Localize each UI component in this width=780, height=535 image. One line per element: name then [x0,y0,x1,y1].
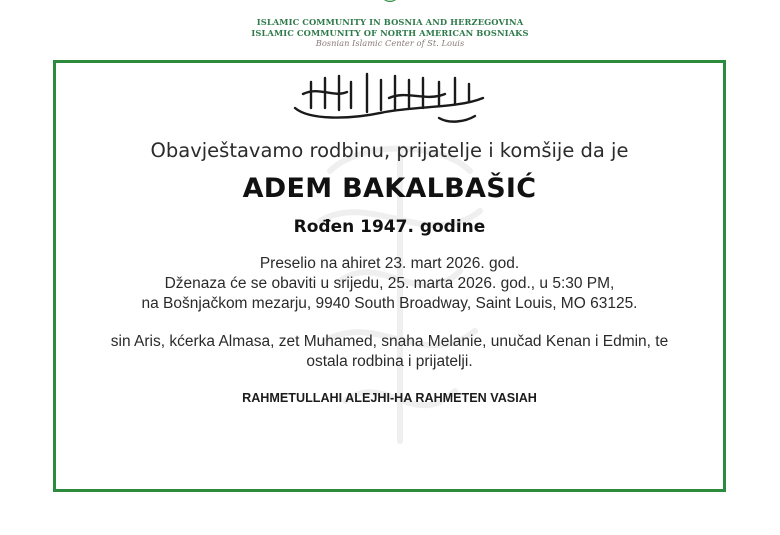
family-line-1: sin Aris, kćerka Almasa, zet Muhamed, snaha Melanie, unučad Kenan i Edmin, te [110,333,669,350]
birth-year: Rođen 1947. godine [293,217,486,237]
closing-prayer: RAHMETULLAHI ALEJHI-HA RAHMETEN VASIAH [242,391,537,405]
intro-text: Obavještavamo rodbinu, prijatelje i komšije da je [150,139,629,162]
death-date: Preselio na ahiret 23. mart 2026. god. [259,255,520,272]
funeral-time: Dženaza će se obaviti u srijedu, 25. marta 2026. god., u 5:30 PM, [164,275,615,292]
page-header [0,0,780,50]
obituary-card [53,60,726,492]
funeral-location: na Bošnjačkom mezarju, 9940 South Broadway, Saint Louis, MO 63125. [141,295,638,312]
org-name-north-america: ISLAMIC COMMUNITY OF NORTH AMERICAN BOSNIAKS [251,28,529,38]
family-line-2: ostala rodbina i prijatelji. [306,353,473,370]
bismillah-calligraphy-icon [289,68,489,126]
crescent-logo-icon [376,0,404,10]
org-name-bih: ISLAMIC COMMUNITY IN BOSNIA AND HERZEGOVINA [256,17,524,27]
org-subtitle: Bosnian Islamic Center of St. Louis [315,38,465,48]
deceased-name: ADEM BAKALBAŠIĆ [242,173,537,204]
